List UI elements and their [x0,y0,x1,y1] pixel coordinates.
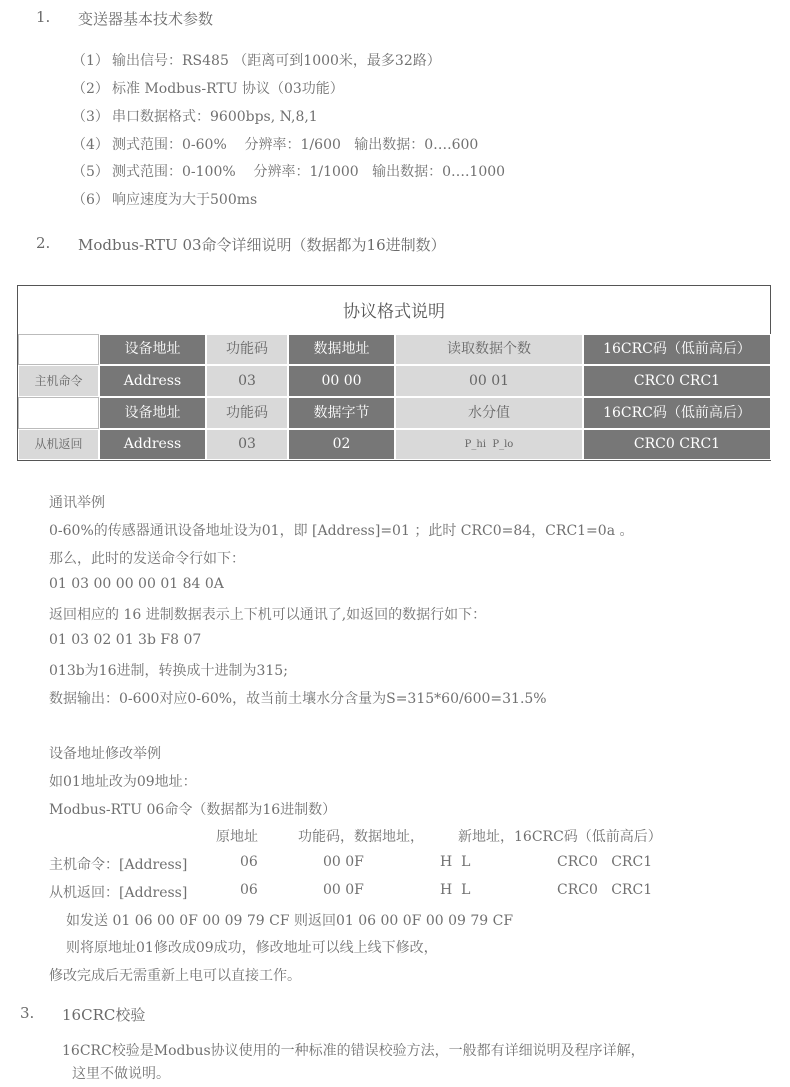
blank-cell [18,397,99,429]
spec-item-text: 标准 Modbus-RTU 协议（03功能） [112,81,344,97]
spec-item-num: （4） [72,137,109,153]
comm-example-line: 013b为16进制，转换成十进制为315; [49,663,288,679]
addr-example-line: 则将原地址01修改成09成功，修改地址可以线上线下修改， [66,940,438,956]
row-label-slave: 从机返回 [18,429,99,460]
protocol-table-title: 协议格式说明 [343,302,445,322]
comm-example-line: 0-60%的传感器通讯设备地址设为01，即 [Address]=01 ；此时 CRC0=84，CRC1=0a 。 [49,523,634,539]
header-cell: 功能码 [206,334,288,365]
addr-header-func: 功能码，数据地址， [298,829,424,845]
section3-line: 16CRC校验是Modbus协议使用的一种标准的错误校验方法，一般都有详细说明及程序详解， [62,1043,645,1059]
addr-example-line: 如发送 01 06 00 0F 00 09 79 CF 则返回01 06 00 0F 00 09 79 CF [66,913,514,929]
comm-example-title: 通讯举例 [49,495,105,511]
addr-host-label: 主机命令：[Address] [49,857,188,873]
addr-host-code: 06 [240,854,258,870]
addr-slave-crc: CRC0 CRC1 [557,882,653,898]
value-cell: Address [99,365,206,397]
header-cell: 16CRC码（低前高后） [583,334,771,365]
addr-host-crc: CRC0 CRC1 [557,854,653,870]
addr-slave-addr: 00 0F [323,882,364,898]
value-cell: 00 00 [288,365,395,397]
addr-example-line: 如01地址改为09地址： [49,774,197,790]
section1-title: 变送器基本技术参数 [78,10,214,28]
spec-item-num: （1） [72,53,109,69]
addr-example-line: Modbus-RTU 06命令（数据都为16进制数） [49,802,337,818]
section2-title: Modbus-RTU 03命令详细说明（数据都为16进制数） [78,236,446,254]
addr-example-line: 修改完成后无需重新上电可以直接工作。 [49,968,301,984]
comm-example-line: 那么，此时的发送命令行如下： [49,551,245,567]
protocol-table [17,285,771,461]
blank-cell [18,334,99,365]
spec-item-text: 串口数据格式：9600bps, N,8,1 [112,109,318,125]
value-cell: 00 01 [395,365,583,397]
spec-item-num: （6） [72,192,109,208]
value-cell: 03 [206,429,288,460]
addr-slave-label: 从机返回：[Address] [49,885,188,901]
addr-slave-code: 06 [240,882,258,898]
comm-example-line: 01 03 00 00 00 01 84 0A [49,576,224,592]
header-cell: 16CRC码（低前高后） [583,397,771,429]
value-cell: P_hi P_lo [395,429,583,460]
header-cell: 数据地址 [288,334,395,365]
row-label-host: 主机命令 [18,365,99,397]
spec-item-num: （2） [72,81,109,97]
comm-example-line: 数据输出：0-600对应0-60%，故当前土壤水分含量为S=315*60/600=31.5% [49,691,547,707]
value-cell: CRC0 CRC1 [583,429,771,460]
section3-number: 3. [20,1004,35,1022]
section1-number: 1. [36,8,51,26]
comm-example-line: 01 03 02 01 3b F8 07 [49,632,202,648]
header-cell: 数据字节 [288,397,395,429]
header-cell: 设备地址 [99,397,206,429]
value-cell: 02 [288,429,395,460]
spec-item-num: （3） [72,109,109,125]
value-cell: CRC0 CRC1 [583,365,771,397]
addr-header-new: 新地址，16CRC码（低前高后） [458,829,662,845]
header-cell: 设备地址 [99,334,206,365]
addr-header-orig: 原地址 [216,829,258,845]
comm-example-line: 返回相应的 16 进制数据表示上下机可以通讯了,如返回的数据行如下： [49,607,487,623]
section2-number: 2. [36,234,51,252]
value-cell: 03 [206,365,288,397]
spec-item-text: 测式范围：0-100% 分辨率：1/1000 输出数据：0….1000 [112,164,506,180]
section3-line: 这里不做说明。 [72,1066,170,1082]
header-cell: 读取数据个数 [395,334,583,365]
value-cell: Address [99,429,206,460]
addr-example-title: 设备地址修改举例 [49,746,161,762]
addr-slave-hl: H L [440,882,471,898]
addr-host-hl: H L [440,854,471,870]
spec-item-text: 测式范围：0-60% 分辨率：1/600 输出数据：0….600 [112,137,479,153]
spec-item-text: 响应速度为大于500ms [112,192,258,208]
header-cell: 水分值 [395,397,583,429]
spec-item-text: 输出信号：RS485 （距离可到1000米，最多32路） [112,53,441,69]
spec-item-num: （5） [72,164,109,180]
header-cell: 功能码 [206,397,288,429]
section3-title: 16CRC校验 [62,1006,146,1024]
addr-host-addr: 00 0F [323,854,364,870]
